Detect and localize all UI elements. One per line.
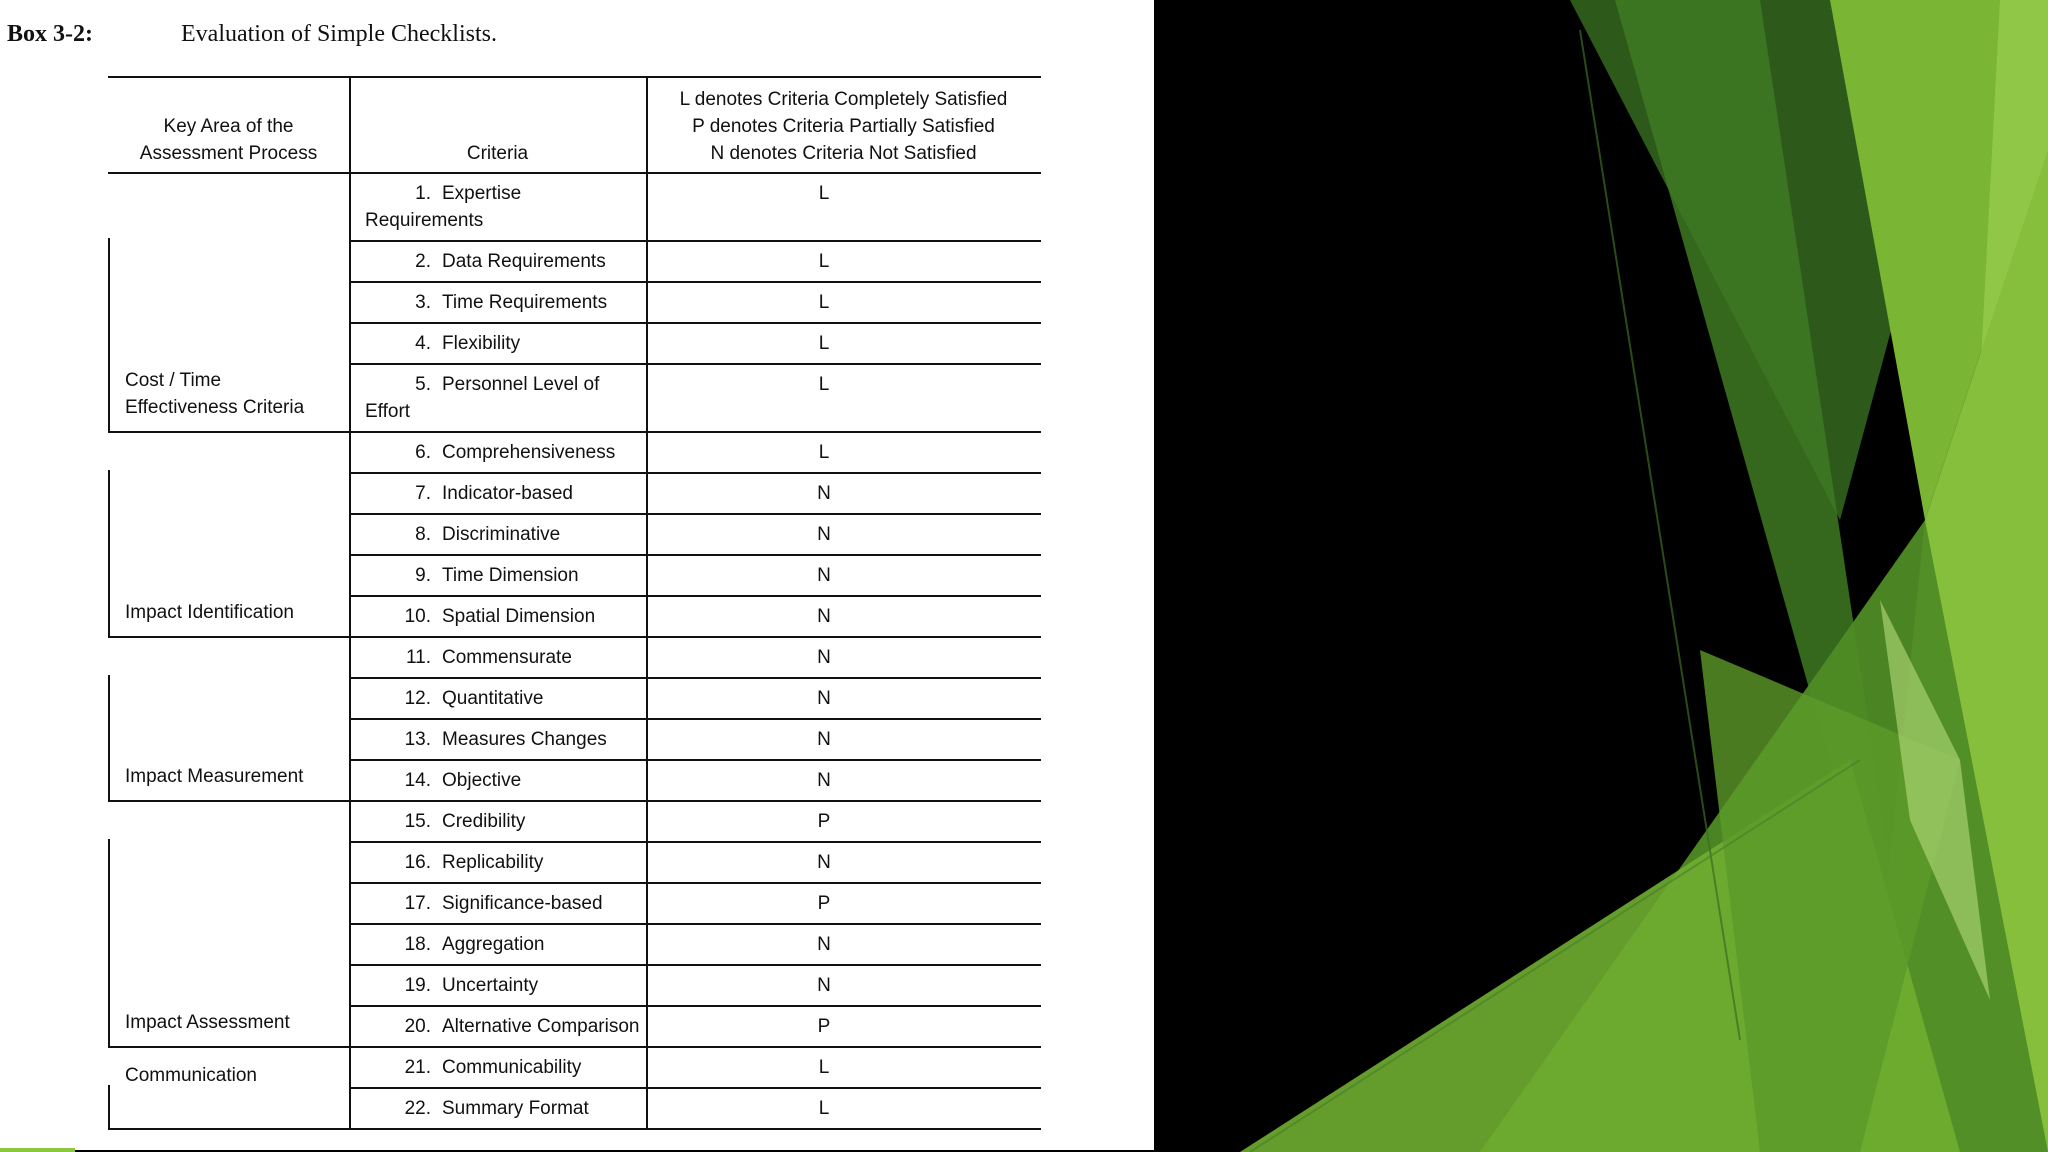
header-legend-line: L denotes Criteria Completely Satisfied [679, 89, 1008, 110]
criterion-rating: N [817, 934, 831, 955]
criterion-label: Alternative Comparison [442, 1016, 640, 1037]
criterion-rating: L [818, 1098, 830, 1119]
column-divider [349, 76, 351, 1128]
criterion-number: 17. [404, 893, 431, 914]
criterion-number: 4. [415, 333, 431, 354]
criterion-label: Time Requirements [442, 292, 608, 313]
row-border [349, 1087, 1041, 1089]
criterion-label: Aggregation [442, 934, 545, 955]
header-key-area: Key Area of the [163, 116, 294, 137]
criterion-number: 18. [404, 934, 431, 955]
row-border [349, 595, 1041, 597]
row-border [349, 636, 1041, 638]
criterion-rating: N [817, 647, 831, 668]
criterion-number: 2. [415, 251, 431, 272]
criterion-number: 6. [415, 442, 431, 463]
criterion-rating: L [818, 333, 830, 354]
criterion-label: Data Requirements [442, 251, 606, 272]
key-area-label: Impact Identification [125, 602, 294, 623]
row-border [349, 677, 1041, 679]
header-legend-line: N denotes Criteria Not Satisfied [710, 143, 977, 164]
criterion-number: 8. [415, 524, 431, 545]
criterion-label: Discriminative [442, 524, 561, 545]
key-area-label: Effectiveness Criteria [125, 397, 305, 418]
criterion-rating: P [817, 1016, 831, 1037]
criterion-label: Uncertainty [442, 975, 539, 996]
criterion-rating: N [817, 524, 831, 545]
area-bottom-border [108, 1046, 349, 1048]
criterion-label: Summary Format [442, 1098, 589, 1119]
area-left-border [108, 238, 110, 431]
area-left-border [108, 675, 110, 800]
criterion-label: Objective [442, 770, 522, 791]
criterion-number: 20. [404, 1016, 431, 1037]
criterion-rating: P [817, 811, 831, 832]
criterion-number: 21. [404, 1057, 431, 1078]
row-border [349, 240, 1041, 242]
criterion-rating: L [818, 442, 830, 463]
row-border [349, 431, 1041, 433]
criterion-label-continued: Requirements [365, 210, 484, 231]
row-border [349, 363, 1041, 365]
criterion-rating: N [817, 565, 831, 586]
criterion-rating: N [817, 606, 831, 627]
criterion-number: 14. [404, 770, 431, 791]
criterion-number: 19. [404, 975, 431, 996]
key-area-label: Impact Assessment [125, 1012, 290, 1033]
criterion-rating: L [818, 251, 830, 272]
row-border [349, 964, 1041, 966]
row-border [349, 841, 1041, 843]
evaluation-table [108, 76, 1041, 1132]
criterion-label: Time Dimension [442, 565, 579, 586]
criterion-label: Expertise [442, 183, 522, 204]
column-divider [646, 76, 648, 1128]
row-border [349, 1128, 1041, 1130]
criterion-number: 5. [415, 374, 431, 395]
criterion-label: Comprehensiveness [442, 442, 616, 463]
criterion-label-continued: Effort [365, 401, 411, 422]
area-bottom-border [108, 636, 349, 638]
criterion-number: 1. [415, 183, 431, 204]
criterion-rating: N [817, 852, 831, 873]
key-area-label: Communication [125, 1065, 257, 1086]
criterion-number: 11. [405, 647, 431, 668]
criterion-number: 3. [415, 292, 431, 313]
criterion-rating: L [818, 292, 830, 313]
criterion-rating: N [817, 770, 831, 791]
criterion-label: Significance-based [442, 893, 603, 914]
area-bottom-border [108, 1128, 349, 1130]
criterion-label: Commensurate [442, 647, 572, 668]
row-border [349, 1005, 1041, 1007]
row-border [349, 1046, 1041, 1048]
criterion-rating: P [817, 893, 831, 914]
criterion-label: Personnel Level of [442, 374, 600, 395]
criterion-label: Flexibility [442, 333, 521, 354]
criterion-number: 15. [404, 811, 431, 832]
area-left-border [108, 1085, 110, 1128]
criterion-label: Communicability [442, 1057, 582, 1078]
row-border [349, 281, 1041, 283]
criterion-number: 22. [404, 1098, 431, 1119]
row-border [349, 554, 1041, 556]
criterion-label: Spatial Dimension [442, 606, 596, 627]
criterion-label: Quantitative [442, 688, 544, 709]
table-top-border [108, 76, 1041, 78]
area-bottom-border [108, 431, 349, 433]
header-criteria: Criteria [466, 143, 529, 164]
box-title: Evaluation of Simple Checklists. [181, 21, 497, 47]
criterion-rating: N [817, 729, 831, 750]
row-border [349, 718, 1041, 720]
criterion-rating: N [817, 975, 831, 996]
criterion-number: 13. [404, 729, 431, 750]
row-border [349, 759, 1041, 761]
box-label: Box 3-2: [7, 21, 93, 47]
key-area-label: Impact Measurement [125, 766, 304, 787]
criterion-number: 7. [415, 483, 431, 504]
row-border [349, 882, 1041, 884]
area-left-border [108, 839, 110, 1046]
area-left-border [108, 470, 110, 636]
area-bottom-border [108, 800, 349, 802]
bottom-accent-bar [0, 1148, 75, 1152]
row-border [349, 322, 1041, 324]
header-legend-line: P denotes Criteria Partially Satisfied [692, 116, 995, 137]
criterion-label: Credibility [442, 811, 526, 832]
criterion-rating: N [817, 483, 831, 504]
key-area-label: Cost / Time [125, 370, 222, 391]
row-border [349, 472, 1041, 474]
criterion-label: Indicator-based [442, 483, 573, 504]
criterion-rating: L [818, 1057, 830, 1078]
criterion-rating: N [817, 688, 831, 709]
row-border [349, 923, 1041, 925]
criterion-rating: L [818, 183, 830, 204]
header-key-area: Assessment Process [139, 143, 318, 164]
criterion-number: 10. [404, 606, 431, 627]
row-border [349, 800, 1041, 802]
criterion-number: 12. [404, 688, 431, 709]
row-border [349, 513, 1041, 515]
criterion-number: 16. [404, 852, 431, 873]
header-bottom-border [108, 172, 1041, 174]
criterion-number: 9. [415, 565, 431, 586]
criterion-label: Measures Changes [442, 729, 607, 750]
criterion-label: Replicability [442, 852, 544, 873]
criterion-rating: L [818, 374, 830, 395]
